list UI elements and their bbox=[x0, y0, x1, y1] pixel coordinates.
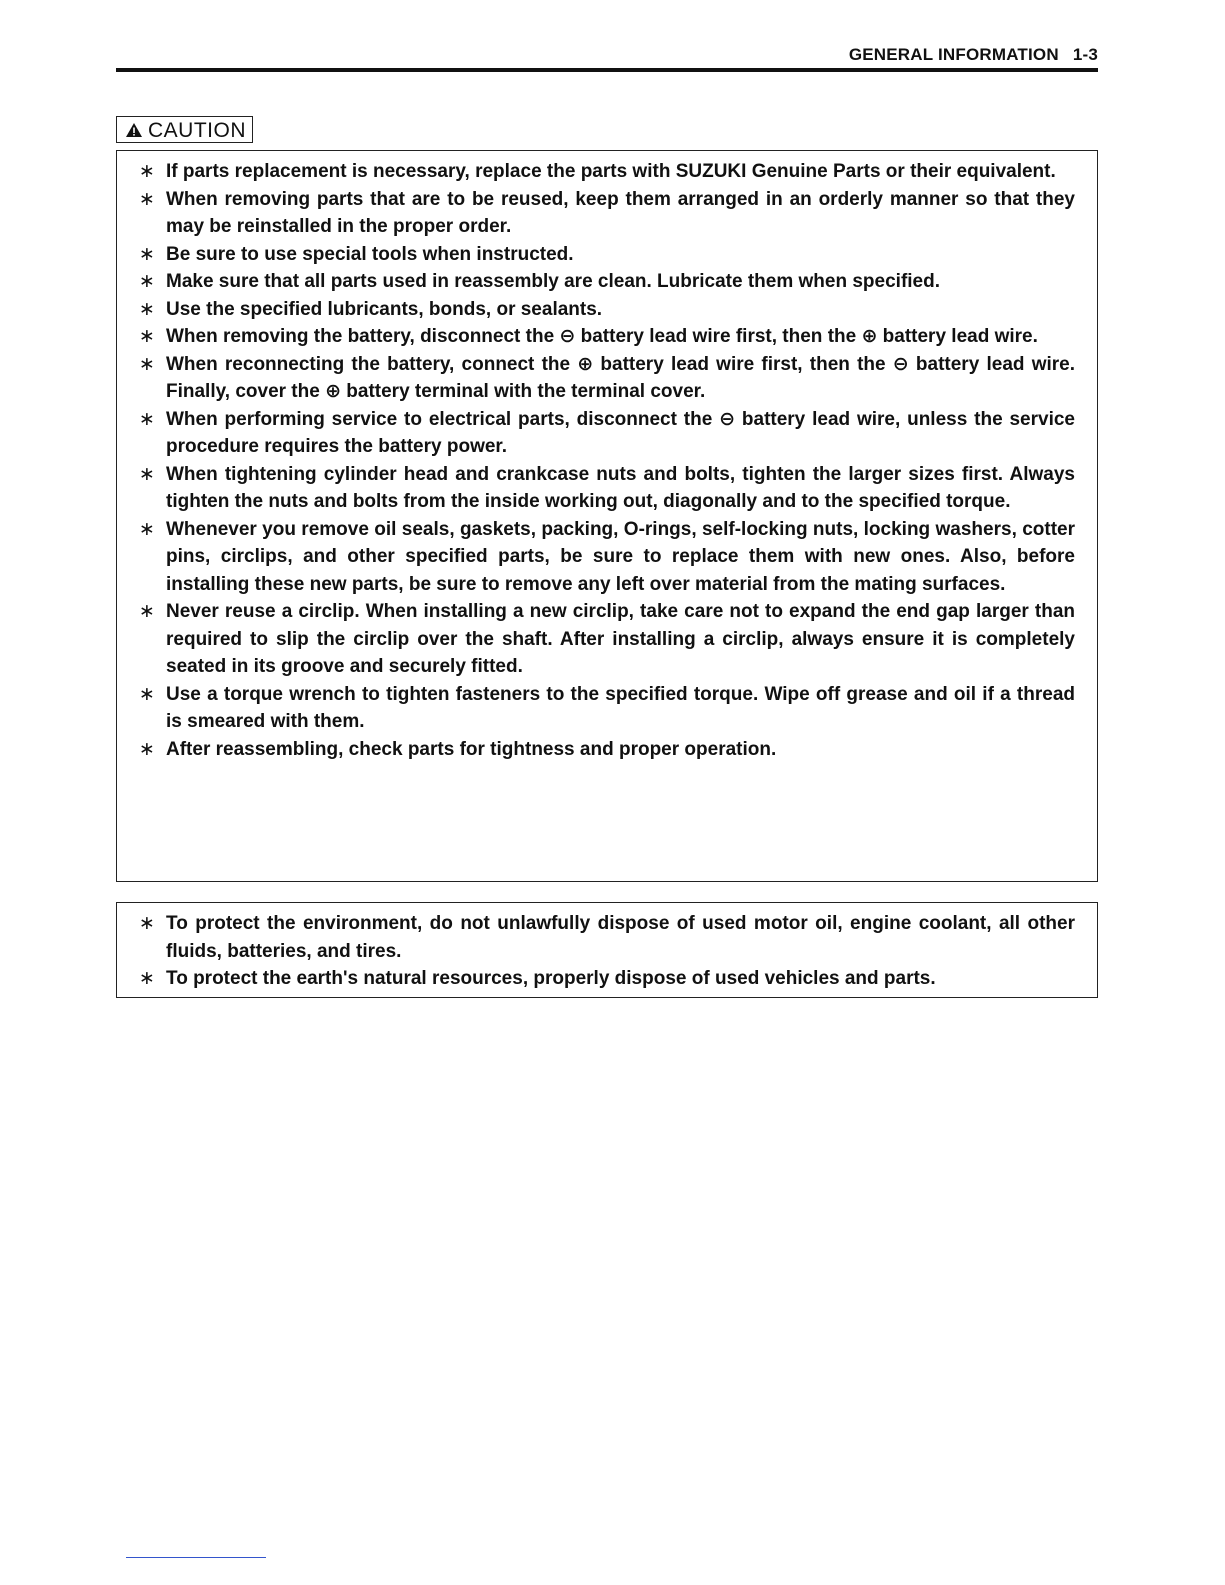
bullet: ∗ bbox=[139, 968, 155, 989]
caution-list bbox=[139, 158, 1075, 763]
list-item: ∗ Use a torque wrench to tighten fasteners to the specified torque. Wipe off grease and oil if a thread is smeared with them. bbox=[139, 681, 1075, 736]
bullet: ∗ bbox=[139, 518, 155, 540]
list-item: ∗ After reassembling, check parts for tightness and proper operation. bbox=[139, 736, 1075, 764]
bullet: ∗ bbox=[139, 408, 155, 430]
environment-list bbox=[139, 910, 1075, 993]
page-number: 1-3 bbox=[1072, 45, 1098, 64]
header-text bbox=[849, 45, 1098, 65]
list-item: ∗ Be sure to use special tools when instructed. bbox=[139, 241, 1075, 269]
list-item: ∗ When removing the battery, disconnect the ⊖ battery lead wire first, then the ⊕ battery lead wire. bbox=[139, 323, 1075, 351]
header-rule bbox=[116, 68, 1098, 72]
list-item: ∗ Never reuse a circlip. When installing a new circlip, take care not to expand the end gap larger than required to slip the circlip over the shaft. After installing a circlip, always ensure it is completely seated in its groove and securely fitted. bbox=[139, 598, 1075, 681]
list-item: ∗ Use the specified lubricants, bonds, or sealants. bbox=[139, 296, 1075, 324]
bullet: ∗ bbox=[139, 353, 155, 375]
list-item: ∗ To protect the earth's natural resources, properly dispose of used vehicles and parts. bbox=[139, 965, 1075, 993]
bullet: ∗ bbox=[139, 738, 155, 760]
bullet: ∗ bbox=[139, 298, 155, 320]
bullet: ∗ bbox=[139, 683, 155, 705]
bullet: ∗ bbox=[139, 326, 155, 347]
caution-box bbox=[116, 150, 1098, 882]
caution-label bbox=[116, 116, 253, 143]
warning-triangle-icon bbox=[125, 122, 143, 138]
list-item: ∗ Make sure that all parts used in reassembly are clean. Lubricate them when specified. bbox=[139, 268, 1075, 296]
bullet: ∗ bbox=[139, 601, 155, 622]
list-item: ∗ When reconnecting the battery, connect the ⊕ battery lead wire first, then the ⊖ battery lead wire. Finally, cover the ⊕ battery terminal with the terminal cover. bbox=[139, 351, 1075, 406]
bullet: ∗ bbox=[139, 188, 155, 210]
list-item: ∗ Whenever you remove oil seals, gaskets, packing, O-rings, self-locking nuts, locking washers, cotter pins, circlips, and other specified parts, be sure to replace them with new ones. Also, before installing these new parts, be sure to remove any left over material from the mating surfaces. bbox=[139, 516, 1075, 599]
list-item: ∗ When removing parts that are to be reused, keep them arranged in an orderly manner so that they may be reinstalled in the proper order. bbox=[139, 186, 1075, 241]
list-item: ∗ If parts replacement is necessary, replace the parts with SUZUKI Genuine Parts or their equivalent. bbox=[139, 158, 1075, 186]
environment-box bbox=[116, 902, 1098, 998]
bullet: ∗ bbox=[139, 243, 155, 265]
list-item: ∗ When performing service to electrical parts, disconnect the ⊖ battery lead wire, unless the service procedure requires the battery power. bbox=[139, 406, 1075, 461]
bullet: ∗ bbox=[139, 463, 155, 485]
list-item: ∗ When tightening cylinder head and crankcase nuts and bolts, tighten the larger sizes first. Always tighten the nuts and bolts from the inside working out, diagonally and to the specified torque. bbox=[139, 461, 1075, 516]
page-header bbox=[116, 42, 1098, 72]
bullet: ∗ bbox=[139, 161, 155, 182]
footer-line bbox=[126, 1557, 266, 1558]
section-title: GENERAL INFORMATION bbox=[848, 45, 1059, 64]
list-item: ∗ To protect the environment, do not unlawfully dispose of used motor oil, engine coolant, all other fluids, batteries, and tires. bbox=[139, 910, 1075, 965]
bullet: ∗ bbox=[139, 271, 155, 292]
bullet: ∗ bbox=[139, 913, 155, 934]
caution-label-text: CAUTION bbox=[148, 119, 246, 142]
